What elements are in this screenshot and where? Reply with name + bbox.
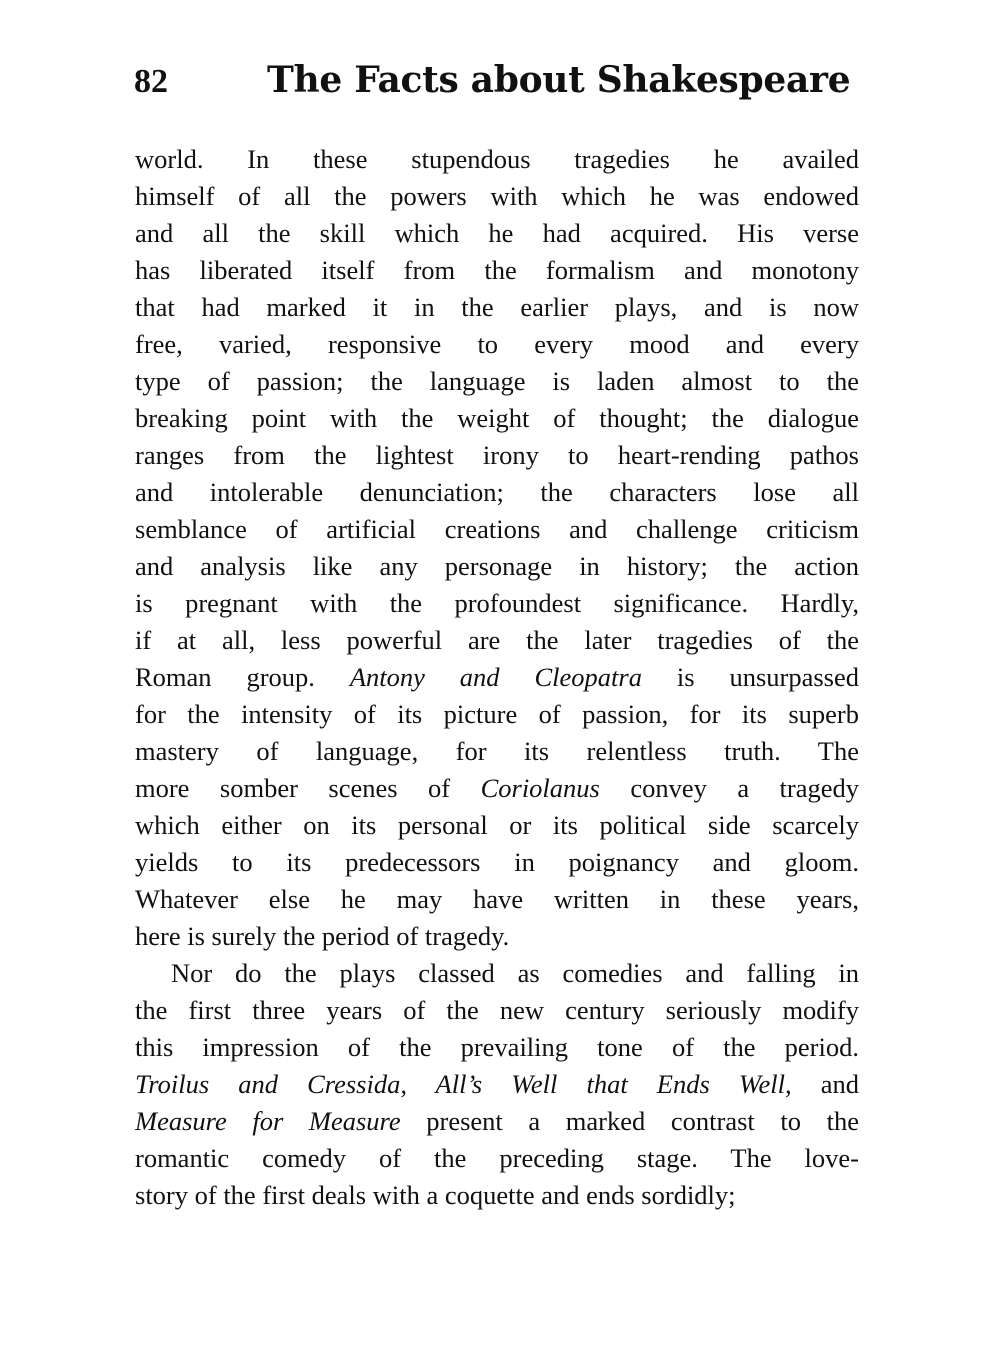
text-line [135,474,859,511]
text-line [135,1066,859,1103]
text-line [135,289,859,326]
text-run: if at all, less powerful are the later tragedies of the [135,625,859,655]
italic-title: Coriolanus [480,773,600,803]
text-run: and all the skill which he had acquired. His verse [135,218,859,248]
text-run: free, varied, responsive to every mood and every [135,329,859,359]
text-run: more somber scenes of [135,773,481,803]
italic-title: Measure for Measure [135,1106,401,1136]
text-line [135,511,859,548]
page-number: 82 [134,63,168,100]
text-run: is pregnant with the profoundest significance. Hardly, [135,588,859,618]
text-line [135,696,859,733]
text-line [135,141,859,178]
text-run: mastery of language, for its relentless truth. The [135,736,859,766]
text-run: Nor do the plays classed as comedies and falling in [171,958,859,988]
running-head [134,58,860,108]
text-line [135,363,859,400]
text-line [135,770,859,807]
text-line [135,585,859,622]
text-line [135,622,859,659]
text-line [135,400,859,437]
text-run: and analysis like any personage in history; the action [135,551,859,581]
text-line [135,437,859,474]
paragraph [135,955,859,1214]
text-run: semblance of artificial creations and challenge criticism [135,514,859,544]
text-run: world. In these stupendous tragedies he availed [135,144,859,174]
text-line [135,881,859,918]
text-line [135,918,859,955]
text-run: and [791,1069,859,1099]
running-title: The Facts about Shakespeare [267,59,851,101]
text-line [135,955,859,992]
text-line [135,252,859,289]
text-run: ranges from the lightest irony to heart-rending pathos [135,440,859,470]
paragraph [135,141,859,955]
italic-title: Antony and Cleopatra [349,662,642,692]
italic-title: Troilus and Cressida, All’s Well that Ends Well, [135,1069,792,1099]
text-run: that had marked it in the earlier plays, and is now [135,292,859,322]
text-line [135,992,859,1029]
text-line [135,733,859,770]
text-run: which either on its personal or its political side scarcely [135,810,859,840]
text-run: Whatever else he may have written in these years, [135,884,859,914]
text-run: this impression of the prevailing tone of the period. [135,1032,859,1062]
text-run: breaking point with the weight of thought; the dialogue [135,403,859,433]
text-run: type of passion; the language is laden almost to the [135,366,859,396]
text-run: the first three years of the new century seriously modify [135,995,859,1025]
text-run: present a marked contrast to the [400,1106,859,1136]
text-run: convey a tragedy [599,773,860,803]
text-line [135,178,859,215]
text-line [135,1029,859,1066]
text-run: story of the first deals with a coquette and ends sordidly; [135,1180,736,1210]
text-line [135,1140,859,1177]
text-run: is unsurpassed [641,662,859,692]
text-run: here is surely the period of tragedy. [135,921,510,951]
text-run: for the intensity of its picture of passion, for its superb [135,699,859,729]
text-line [135,1103,859,1140]
text-line [135,659,859,696]
text-run: has liberated itself from the formalism and monotony [135,255,859,285]
text-run: and intolerable denunciation; the characters lose all [135,477,859,507]
text-line [135,1177,859,1214]
text-run: yields to its predecessors in poignancy and gloom. [135,847,859,877]
text-line [135,807,859,844]
text-line [135,326,859,363]
text-run: himself of all the powers with which he was endowed [135,181,859,211]
text-line [135,548,859,585]
text-line [135,844,859,881]
body-text [135,141,859,1214]
text-run: Roman group. [135,662,350,692]
text-line [135,215,859,252]
text-run: romantic comedy of the preceding stage. The love- [135,1143,859,1173]
